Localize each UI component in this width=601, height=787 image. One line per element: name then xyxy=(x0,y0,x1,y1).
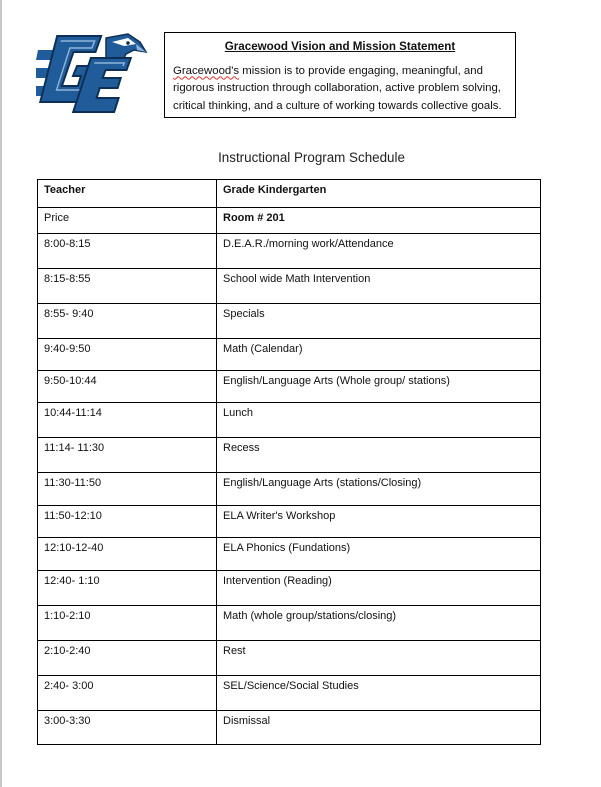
activity-cell: Lunch xyxy=(217,403,541,438)
table-row xyxy=(38,304,541,339)
table-row xyxy=(38,234,541,269)
time-cell: 11:50-12:10 xyxy=(38,506,217,538)
schedule-table xyxy=(37,179,541,745)
activity-cell: Intervention (Reading) xyxy=(217,571,541,606)
activity-cell: D.E.A.R./morning work/Attendance xyxy=(217,234,541,269)
time-cell: 1:10-2:10 xyxy=(38,606,217,641)
activity-cell: ELA Phonics (Fundations) xyxy=(217,538,541,571)
activity-cell: School wide Math Intervention xyxy=(217,269,541,304)
table-row xyxy=(38,571,541,606)
table-row xyxy=(38,506,541,538)
header-row-1 xyxy=(38,180,541,208)
activity-cell: Rest xyxy=(217,641,541,676)
time-cell: 3:00-3:30 xyxy=(38,711,217,745)
mission-title: Gracewood Vision and Mission Statement xyxy=(224,40,456,53)
table-row xyxy=(38,538,541,571)
table-row xyxy=(38,676,541,711)
mission-statement-box xyxy=(164,32,516,118)
header-row-2 xyxy=(38,208,541,234)
activity-cell: English/Language Arts (Whole group/ stations) xyxy=(217,371,541,403)
mission-line-1-first-word: Gracewood's xyxy=(173,64,240,77)
room-label: Room # 201 xyxy=(217,208,541,234)
teacher-label: Teacher xyxy=(38,180,217,208)
activity-cell: Dismissal xyxy=(217,711,541,745)
time-cell: 12:40- 1:10 xyxy=(38,571,217,606)
time-cell: 11:14- 11:30 xyxy=(38,438,217,473)
table-row xyxy=(38,641,541,676)
time-cell: 10:44-11:14 xyxy=(38,403,217,438)
time-cell: 9:40-9:50 xyxy=(38,339,217,371)
activity-cell: SEL/Science/Social Studies xyxy=(217,676,541,711)
table-row xyxy=(38,403,541,438)
time-cell: 9:50-10:44 xyxy=(38,371,217,403)
table-row xyxy=(38,711,541,745)
time-cell: 2:10-2:40 xyxy=(38,641,217,676)
activity-cell: Recess xyxy=(217,438,541,473)
time-cell: 8:15-8:55 xyxy=(38,269,217,304)
table-row xyxy=(38,339,541,371)
time-cell: 11:30-11:50 xyxy=(38,473,217,506)
school-logo xyxy=(36,28,148,118)
activity-cell: ELA Writer's Workshop xyxy=(217,506,541,538)
table-row xyxy=(38,438,541,473)
activity-cell: English/Language Arts (stations/Closing) xyxy=(217,473,541,506)
mission-line-3: critical thinking, and a culture of working towards collective goals. xyxy=(173,99,502,112)
page-edge xyxy=(0,0,2,787)
table-row xyxy=(38,371,541,403)
table-row xyxy=(38,269,541,304)
table-row xyxy=(38,606,541,641)
time-cell: 2:40- 3:00 xyxy=(38,676,217,711)
mission-line-1 xyxy=(173,63,507,81)
time-cell: 8:00-8:15 xyxy=(38,234,217,269)
grade-label: Grade Kindergarten xyxy=(217,180,541,208)
teacher-name: Price xyxy=(38,208,217,234)
activity-cell: Math (whole group/stations/closing) xyxy=(217,606,541,641)
schedule-title: Instructional Program Schedule xyxy=(218,150,405,165)
mission-line-2: rigorous instruction through collaboration, active problem solving, xyxy=(173,82,501,94)
time-cell: 8:55- 9:40 xyxy=(38,304,217,339)
table-row xyxy=(38,473,541,506)
eagle-logo-icon xyxy=(36,28,148,118)
activity-cell: Math (Calendar) xyxy=(217,339,541,371)
mission-line-1-text: mission is to provide engaging, meaningful, and xyxy=(239,64,483,77)
time-cell: 12:10-12-40 xyxy=(38,538,217,571)
activity-cell: Specials xyxy=(217,304,541,339)
